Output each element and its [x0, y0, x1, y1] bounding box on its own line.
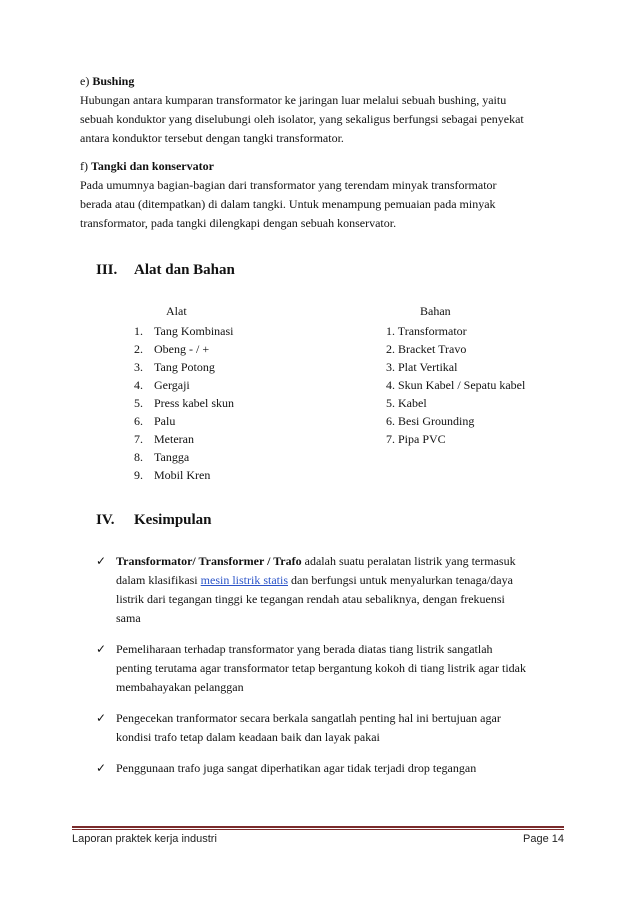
alat-item: 5. Press kabel skun: [134, 396, 234, 410]
bahan-item: 3. Plat Vertikal: [386, 360, 458, 374]
alat-item: 2. Obeng - / +: [134, 342, 210, 356]
conclusion-bullet-2: ✓ Pemeliharaan terhadap transformator yang berada diatas tiang listrik sangatlah penting terutama agar transformator tetap bergantung kokoh di tiang listrik agar tidak membahayakan pelanggan: [96, 642, 526, 694]
bahan-item: 5. Kabel: [386, 396, 427, 410]
tangki-heading: [80, 157, 570, 176]
conclusion-bullet-1: ✓ Transformator/ Transformer / Trafo adalah suatu peralatan listrik yang termasuk dalam klasifikasi mesin listrik statis dan berfungsi untuk menyalurkan tenaga/daya listrik dari tegangan tinggi ke tegangan rendah atau sebaliknya, dengan frekuensi sama: [96, 554, 516, 625]
tangki-paragraph: [80, 157, 570, 233]
bahan-item: 4. Skun Kabel / Sepatu kabel: [386, 378, 526, 392]
section-3-number: III.: [96, 262, 118, 278]
mesin-listrik-statis-link[interactable]: mesin listrik statis: [200, 573, 288, 587]
tangki-label: f): [80, 159, 88, 173]
section-4-heading: [96, 512, 212, 529]
section-4-number: IV.: [96, 512, 115, 528]
check-icon: ✓: [96, 642, 107, 656]
conclusion-bullet-4: ✓ Penggunaan trafo juga sangat diperhatikan agar tidak terjadi drop tegangan: [96, 759, 576, 778]
section-3-title: Alat dan Bahan: [134, 262, 235, 278]
alat-item: 6. Palu: [134, 414, 176, 428]
conclusion-1-bold: Transformator/ Transformer / Trafo: [116, 554, 302, 568]
tangki-title: Tangki dan konservator: [91, 159, 214, 173]
alat-item: 3. Tang Potong: [134, 360, 215, 374]
tangki-line-3: transformator, pada tangki dilengkapi dengan sebuah konservator.: [80, 216, 397, 230]
alat-item: 4. Gergaji: [134, 378, 190, 392]
check-icon: ✓: [96, 711, 107, 725]
check-icon: ✓: [96, 761, 107, 775]
footer-rule-thin: [72, 829, 564, 830]
bushing-line-3: antara konduktor tersebut dengan tangki transformator.: [80, 131, 344, 145]
alat-item: 8. Tangga: [134, 450, 190, 464]
bushing-heading: [80, 72, 570, 91]
conclusion-bullet-3: ✓ Pengecekan tranformator secara berkala sangatlah penting hal ini bertujuan agar kondisi trafo tetap dalam keadaan baik dan layak pakai: [96, 711, 501, 744]
alat-item: 9. Mobil Kren: [134, 468, 211, 482]
alat-heading: Alat: [166, 304, 187, 318]
bahan-item: 2. Bracket Travo: [386, 342, 467, 356]
bahan-heading: Bahan: [420, 304, 451, 318]
bushing-paragraph: [80, 72, 570, 148]
footer-title: Laporan praktek kerja industri: [72, 833, 217, 845]
alat-list: [134, 322, 234, 484]
bushing-line-1: Hubungan antara kumparan transformator ke jaringan luar melalui sebuah bushing, yaitu: [80, 93, 507, 107]
bahan-item: 6. Besi Grounding: [386, 414, 475, 428]
check-icon: ✓: [96, 554, 107, 568]
bushing-title: Bushing: [92, 74, 135, 88]
tangki-line-1: Pada umumnya bagian-bagian dari transformator yang terendam minyak transformator: [80, 178, 497, 192]
alat-item: 1. Tang Kombinasi: [134, 324, 234, 338]
section-4-title: Kesimpulan: [134, 512, 212, 528]
section-3-heading: [96, 262, 235, 279]
bushing-line-2: sebuah konduktor yang diselubungi oleh isolator, yang sekaligus berfungsi sebagai penyekat: [80, 112, 524, 126]
alat-item: 7. Meteran: [134, 432, 194, 446]
page-number: Page 14: [523, 833, 564, 845]
tangki-line-2: berada atau (ditempatkan) di dalam tangki. Untuk menampung pemuaian pada minyak: [80, 197, 496, 211]
bushing-label: e): [80, 74, 90, 88]
footer-rule: [72, 826, 564, 828]
bahan-item: 1. Transformator: [386, 324, 467, 338]
bahan-list: [386, 322, 525, 448]
bahan-item: 7. Pipa PVC: [386, 432, 446, 446]
